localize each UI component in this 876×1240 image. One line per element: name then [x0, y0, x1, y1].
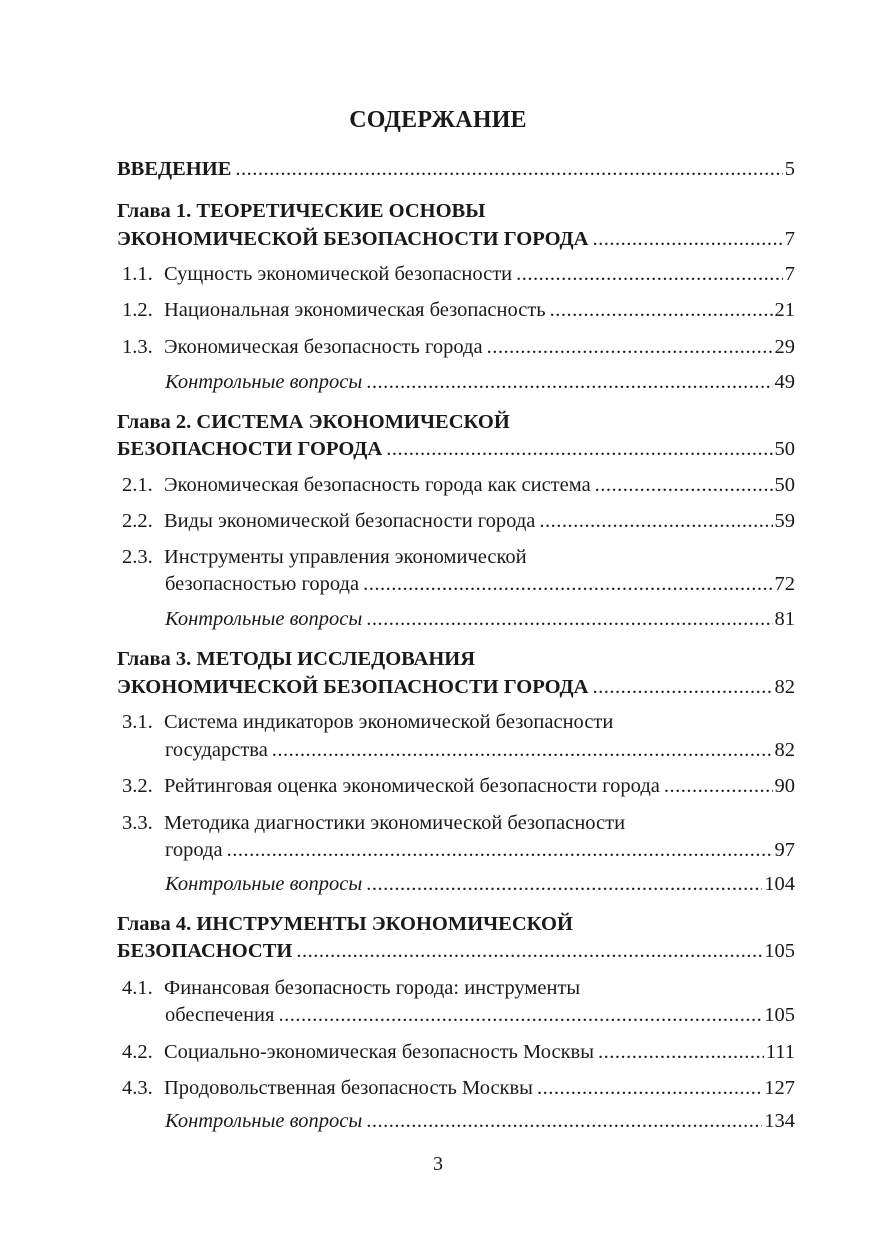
toc-leader: [595, 467, 773, 503]
questions-title: Контрольные вопросы: [165, 608, 363, 630]
chapter-4-title-cont: БЕЗОПАСНОСТИ: [117, 940, 293, 962]
toc-leader: [516, 256, 783, 292]
section-3-1-cont: [165, 732, 795, 768]
chapter-2-questions: [165, 601, 795, 637]
section-page: 7: [784, 263, 795, 285]
page-title: СОДЕРЖАНИЕ: [349, 107, 527, 133]
section-page: 97: [774, 839, 795, 861]
chapter-4-questions: [165, 1103, 795, 1139]
section-number: 3.3.: [122, 812, 153, 834]
section-3-2: [122, 768, 795, 804]
section-title-cont: обеспечения: [165, 1004, 275, 1026]
section-page: 105: [764, 1004, 795, 1026]
section-page: 21: [774, 299, 795, 321]
section-title-cont: безопасностью города: [165, 573, 360, 595]
section-title: Система индикаторов экономической безопасности: [164, 711, 614, 733]
section-number: 1.2.: [122, 299, 153, 321]
section-title: Социально-экономическая безопасность Москвы: [164, 1041, 594, 1063]
section-page: 72: [774, 573, 795, 595]
chapter-2-title-line2: [117, 431, 795, 467]
questions-title: Контрольные вопросы: [165, 873, 363, 895]
section-title: Экономическая безопасность города как система: [164, 474, 591, 496]
section-number: 4.2.: [122, 1041, 153, 1063]
section-title: Виды экономической безопасности города: [164, 510, 536, 532]
section-title-cont: города: [165, 839, 223, 861]
page-number: 3: [433, 1153, 443, 1175]
toc-leader: [539, 503, 772, 539]
section-3-3-cont: [165, 832, 795, 868]
chapter-1-title-line2: [117, 221, 795, 257]
section-2-3-cont: [165, 566, 795, 602]
toc-leader: [537, 1070, 762, 1106]
chapter-1-title: Глава 1. ТЕОРЕТИЧЕСКИЕ ОСНОВЫ: [117, 200, 486, 222]
section-page: 111: [765, 1041, 795, 1063]
section-number: 2.2.: [122, 510, 153, 532]
toc-leader: [487, 329, 773, 365]
section-title-cont: государства: [165, 739, 268, 761]
toc-leader: [366, 364, 772, 400]
chapter-3-questions: [165, 866, 795, 902]
questions-title: Контрольные вопросы: [165, 1110, 363, 1132]
section-1-3: [122, 329, 795, 365]
section-4-2: [122, 1034, 795, 1070]
chapter-4-title-line2: [117, 933, 795, 969]
section-title: Национальная экономическая безопасность: [164, 299, 546, 321]
chapter-1-page: 7: [784, 228, 795, 250]
toc-leader: [664, 768, 773, 804]
section-1-1: [122, 256, 795, 292]
chapter-3-title-cont: ЭКОНОМИЧЕСКОЙ БЕЗОПАСНОСТИ ГОРОДА: [117, 676, 589, 698]
chapter-2-page: 50: [774, 438, 795, 460]
toc-leader: [550, 292, 773, 328]
questions-page: 49: [774, 371, 795, 393]
toc-leader: [592, 669, 772, 705]
section-title: Сущность экономической безопасности: [164, 263, 513, 285]
toc-leader: [598, 1034, 764, 1070]
questions-title: Контрольные вопросы: [165, 371, 363, 393]
section-page: 82: [774, 739, 795, 761]
toc-leader: [235, 151, 782, 187]
toc-leader: [366, 1103, 762, 1139]
questions-page: 81: [774, 608, 795, 630]
section-page: 59: [774, 510, 795, 532]
toc-leader: [278, 997, 762, 1033]
chapter-3-title: Глава 3. МЕТОДЫ ИССЛЕДОВАНИЯ: [117, 648, 476, 670]
section-2-2: [122, 503, 795, 539]
section-page: 90: [774, 775, 795, 797]
section-page: 29: [774, 336, 795, 358]
chapter-2-title: Глава 2. СИСТЕМА ЭКОНОМИЧЕСКОЙ: [117, 411, 510, 433]
section-number: 2.1.: [122, 474, 153, 496]
section-page: 50: [774, 474, 795, 496]
toc-leader: [592, 221, 782, 257]
toc-leader: [227, 832, 773, 868]
section-number: 3.1.: [122, 711, 153, 733]
section-number: 1.1.: [122, 263, 153, 285]
section-number: 4.1.: [122, 977, 153, 999]
toc-intro-text: ВВЕДЕНИЕ: [117, 158, 232, 180]
chapter-4-title: Глава 4. ИНСТРУМЕНТЫ ЭКОНОМИЧЕСКОЙ: [117, 913, 573, 935]
questions-page: 104: [764, 873, 795, 895]
section-title: Продовольственная безопасность Москвы: [164, 1077, 533, 1099]
section-title: Финансовая безопасность города: инструменты: [164, 977, 581, 999]
chapter-1-title-cont: ЭКОНОМИЧЕСКОЙ БЕЗОПАСНОСТИ ГОРОДА: [117, 228, 589, 250]
section-title: Инструменты управления экономической: [164, 546, 527, 568]
questions-page: 134: [764, 1110, 795, 1132]
section-number: 3.2.: [122, 775, 153, 797]
section-title: Методика диагностики экономической безопасности: [164, 812, 626, 834]
chapter-1-questions: [165, 364, 795, 400]
section-4-1-cont: [165, 997, 795, 1033]
section-title: Экономическая безопасность города: [164, 336, 483, 358]
toc-intro: [117, 151, 795, 187]
section-number: 4.3.: [122, 1077, 153, 1099]
chapter-4-page: 105: [764, 940, 795, 962]
chapter-3-title-line2: [117, 669, 795, 705]
section-number: 2.3.: [122, 546, 153, 568]
chapter-2-title-cont: БЕЗОПАСНОСТИ ГОРОДА: [117, 438, 383, 460]
toc-leader: [386, 431, 772, 467]
toc-leader: [272, 732, 773, 768]
section-page: 127: [764, 1077, 795, 1099]
toc-intro-page: 5: [784, 158, 795, 180]
section-title: Рейтинговая оценка экономической безопасности города: [164, 775, 660, 797]
toc-leader: [363, 566, 772, 602]
toc-leader: [366, 866, 762, 902]
toc-leader: [366, 601, 772, 637]
toc-leader: [296, 933, 762, 969]
section-1-2: [122, 292, 795, 328]
section-4-3: [122, 1070, 795, 1106]
chapter-3-page: 82: [774, 676, 795, 698]
section-2-1: [122, 467, 795, 503]
section-number: 1.3.: [122, 336, 153, 358]
